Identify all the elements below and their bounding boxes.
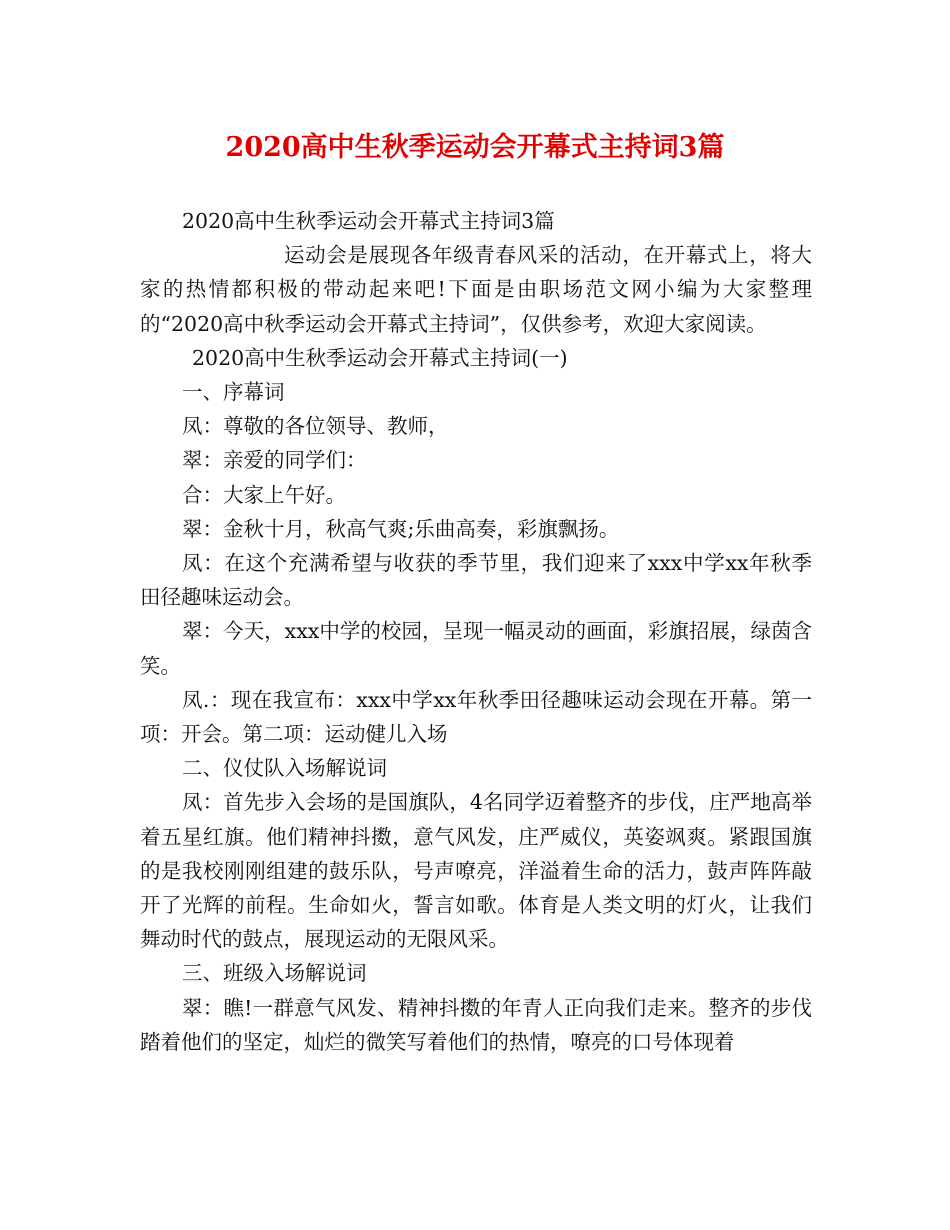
document-title: 2020高中生秋季运动会开幕式主持词3篇 — [225, 132, 725, 163]
paragraph-heading-class-entry: 三、班级入场解说词 — [182, 961, 367, 986]
paragraph-subtitle: 2020高中生秋季运动会开幕式主持词3篇 — [182, 209, 555, 233]
paragraph-line: 凤：尊敬的各位领导、教师， — [182, 414, 449, 439]
paragraph-line: 翠：亲爱的同学们： — [182, 448, 367, 473]
paragraph-heading-honor-guard: 二、仪仗队入场解说词 — [182, 756, 387, 781]
paragraph-intro: 运动会是展现各年级青春风采的活动，在开幕式上，将大家的热情都积极的带动起来吧!下面是由职场范文网小编为大家整理的“2020高中秋季运动会开幕式主持词”，仅供参考，欢迎大家阅读。 — [140, 243, 812, 336]
paragraph-heading-prologue: 一、序幕词 — [182, 380, 285, 405]
paragraph-line: 合：大家上午好。 — [182, 482, 346, 507]
document-body — [140, 204, 812, 1059]
paragraph-line: 凤：首先步入会场的是国旗队，4名同学迈着整齐的步伐，庄严地高举着五星红旗。他们精神抖擞，意气风发，庄严威仪，英姿飒爽。紧跟国旗的是我校刚刚组建的鼓乐队，号声嘹亮，洋溢着生命的活力，鼓声阵阵敲开了光辉的前程。生命如火，誓言如歌。体育是人类文明的灯火，让我们舞动时代的鼓点，展现运动的无限风采。 — [140, 790, 812, 952]
paragraph-section-heading: 2020高中生秋季运动会开幕式主持词(一) — [192, 345, 568, 370]
paragraph-line: 凤：在这个充满希望与收获的季节里，我们迎来了xxx中学xx年秋季田径趣味运动会。 — [140, 551, 812, 610]
paragraph-line: 翠：瞧!一群意气风发、精神抖擞的年青人正向我们走来。整齐的步伐踏着他们的坚定，灿烂的微笑写着他们的热情，嘹亮的口号体现着 — [140, 995, 812, 1054]
paragraph-line: 凤.：现在我宣布：xxx中学xx年秋季田径趣味运动会现在开幕。第一项：开会。第二项：运动健儿入场 — [140, 687, 812, 747]
paragraph-line: 翠：金秋十月，秋高气爽;乐曲高奏，彩旗飘扬。 — [182, 516, 620, 541]
paragraph-line: 翠：今天，xxx中学的校园，呈现一幅灵动的画面，彩旗招展，绿茵含笑。 — [140, 619, 812, 678]
